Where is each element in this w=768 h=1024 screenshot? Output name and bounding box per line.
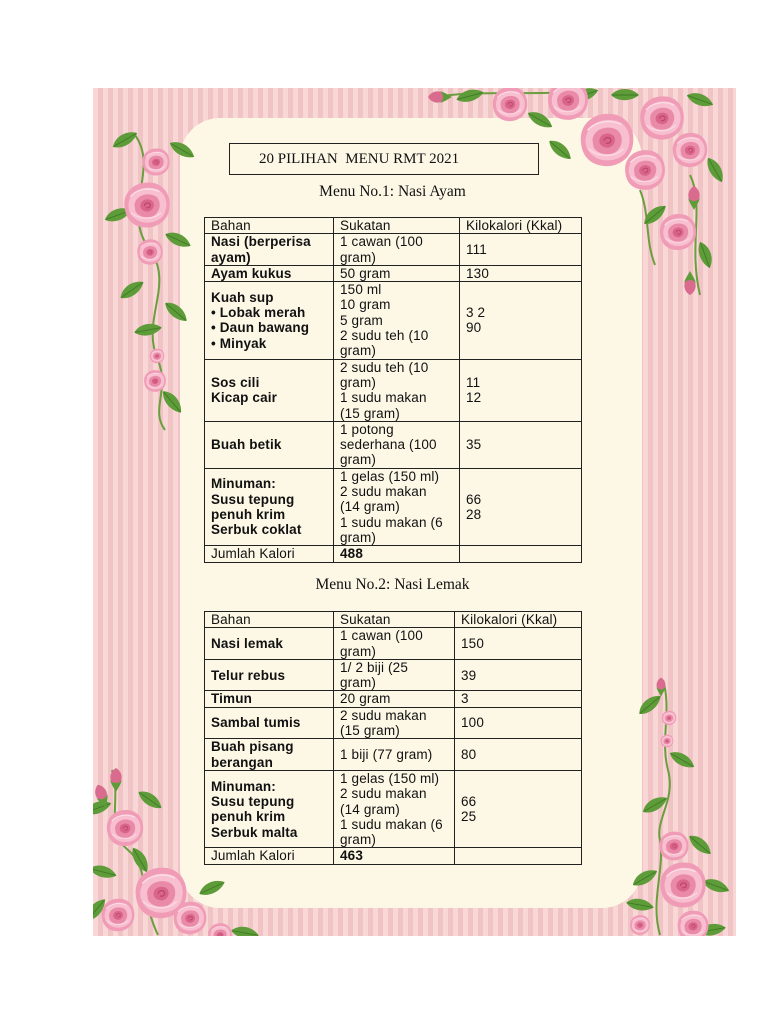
ingredient-cell [205,770,334,847]
measurement-text: gram) [340,643,377,659]
calorie-cell [460,359,582,421]
calorie-text: 80 [461,747,477,763]
measurement-cell [334,691,455,707]
ingredient-text: penuh krim [211,506,286,522]
table-row [205,739,582,771]
measurement-text: 1 gelas (150 ml) [340,770,440,786]
measurement-text: 1 potong [340,421,394,437]
ingredient-text: Sambal tumis [211,715,301,731]
measurement-cell [334,265,460,281]
calorie-text: 11 [466,374,481,390]
column-header-sukatan: Sukatan [334,612,455,628]
calorie-cell [460,234,582,266]
table-row [205,691,582,707]
calorie-cell [455,659,582,691]
page-title-box [229,143,539,175]
menu-2-heading: Menu No.2: Nasi Lemak [315,576,470,593]
calorie-cell [455,628,582,660]
measurement-text: 150 ml [340,282,382,298]
total-row [205,546,582,562]
measurement-text: 10 gram [340,297,391,313]
total-row [205,848,582,864]
total-label: Jumlah Kalori [205,546,334,562]
ingredient-text: Serbuk malta [211,824,298,840]
ingredient-text: ayam) [211,249,251,265]
measurement-text: 2 sudu makan [340,786,427,802]
ingredient-cell [205,659,334,691]
measurement-cell [334,421,460,468]
calorie-text: 35 [466,437,482,453]
calorie-cell [460,468,582,545]
table-row [205,628,582,660]
ingredient-text: Ayam kukus [211,265,292,281]
measurement-text: 1 sudu makan (6 [340,514,443,530]
table-body [205,628,582,848]
ingredient-text: Minuman: [211,476,276,492]
total-label: Jumlah Kalori [205,848,334,864]
table-body [205,234,582,546]
measurement-text: gram) [340,452,377,468]
measurement-text: (15 gram) [340,405,400,421]
calorie-text: 66 [466,491,482,507]
calorie-cell [455,739,582,771]
calorie-text: 39 [461,667,477,683]
total-value: 463 [334,848,455,864]
calorie-cell [460,421,582,468]
ingredient-text: Kuah sup [211,289,274,305]
measurement-text: 20 gram [340,691,391,707]
measurement-text: 1 cawan (100 [340,628,423,644]
table-row [205,359,582,421]
table-row [205,770,582,847]
table-row [205,282,582,359]
column-header-kilokalori: Kilokalori (Kkal) [460,218,582,234]
ingredient-cell [205,265,334,281]
calorie-text: 90 [466,320,482,336]
measurement-text: 5 gram [340,312,383,328]
measurement-text: 1/ 2 biji (25 [340,659,408,675]
ingredient-text: Nasi lemak [211,635,284,651]
ingredient-text: Buah pisang [211,739,294,755]
menu-2-table [204,611,582,865]
measurement-cell [334,468,460,545]
measurement-text: (14 gram) [340,499,400,515]
ingredient-cell [205,628,334,660]
measurement-cell [334,234,460,266]
ingredient-text: Buah betik [211,437,282,453]
table-row [205,421,582,468]
calorie-text: 25 [461,809,477,825]
calorie-text: 111 [466,241,487,257]
ingredient-cell [205,739,334,771]
measurement-text: 2 sudu makan [340,707,427,723]
calorie-text: 3 2 [466,305,486,321]
column-header-bahan: Bahan [205,218,334,234]
total-value: 488 [334,546,460,562]
measurement-text: gram) [340,832,377,848]
ingredient-cell [205,421,334,468]
measurement-text: 2 sudu teh (10 [340,359,429,375]
table-row [205,707,582,739]
column-header-kilokalori: Kilokalori (Kkal) [455,612,582,628]
calorie-cell [455,707,582,739]
calorie-cell [460,265,582,281]
calorie-text: 28 [466,506,482,522]
ingredient-text: Sos cili [211,374,260,390]
table-row [205,234,582,266]
table-row [205,468,582,545]
table-row [205,659,582,691]
measurement-text: 1 sudu makan (6 [340,816,443,832]
ingredient-text: • Lobak merah [211,305,306,321]
ingredient-text: Timun [211,691,252,707]
measurement-text: 2 sudu makan [340,484,427,500]
measurement-cell [334,659,455,691]
measurement-text: (15 gram) [340,723,400,739]
measurement-cell [334,282,460,359]
measurement-text: gram) [340,529,377,545]
measurement-text: gram) [340,343,377,359]
table-header-row [205,612,582,628]
ingredient-text: • Minyak [211,335,267,351]
ingredient-cell [205,468,334,545]
ingredient-text: berangan [211,754,273,770]
measurement-text: 2 sudu teh (10 [340,328,429,344]
ingredient-text: Nasi (berperisa [211,234,311,250]
table-row [205,265,582,281]
calorie-text: 3 [461,691,469,707]
page-title: 20 PILIHAN MENU RMT 2021 [259,150,460,167]
ingredient-cell [205,707,334,739]
measurement-text: 1 sudu makan [340,390,427,406]
table-header-row [205,218,582,234]
measurement-cell [334,628,455,660]
calorie-text: 150 [461,635,484,651]
measurement-text: sederhana (100 [340,437,437,453]
measurement-text: (14 gram) [340,801,400,817]
total-empty-cell [455,848,582,864]
ingredient-cell [205,234,334,266]
ingredient-text: Minuman: [211,778,276,794]
total-empty-cell [460,546,582,562]
measurement-cell [334,770,455,847]
measurement-cell [334,359,460,421]
calorie-text: 100 [461,715,484,731]
measurement-text: gram) [340,374,377,390]
calorie-text: 12 [466,390,482,406]
menu-1-heading: Menu No.1: Nasi Ayam [319,183,466,200]
ingredient-text: Telur rebus [211,667,286,683]
ingredient-cell [205,691,334,707]
measurement-text: gram) [340,249,377,265]
calorie-text: 66 [461,793,477,809]
measurement-text: 1 cawan (100 [340,234,423,250]
menu-1-table [204,217,582,563]
calorie-cell [460,282,582,359]
calorie-text: 130 [466,265,489,281]
column-header-sukatan: Sukatan [334,218,460,234]
measurement-text: 1 gelas (150 ml) [340,468,440,484]
measurement-cell [334,739,455,771]
ingredient-text: Kicap cair [211,390,278,406]
measurement-text: 50 gram [340,265,391,281]
measurement-text: 1 biji (77 gram) [340,747,433,763]
calorie-cell [455,691,582,707]
measurement-text: gram) [340,675,377,691]
ingredient-text: Susu tepung [211,793,295,809]
ingredient-text: Serbuk coklat [211,522,302,538]
ingredient-text: Susu tepung [211,491,295,507]
ingredient-cell [205,282,334,359]
ingredient-text: • Daun bawang [211,320,310,336]
measurement-cell [334,707,455,739]
calorie-cell [455,770,582,847]
ingredient-text: penuh krim [211,809,286,825]
ingredient-cell [205,359,334,421]
column-header-bahan: Bahan [205,612,334,628]
